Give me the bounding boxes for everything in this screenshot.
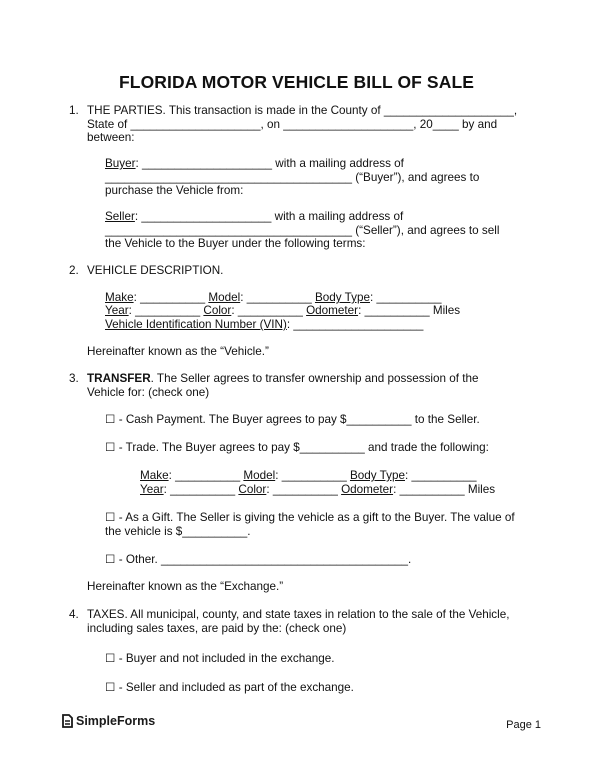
page-number: Page 1 — [506, 719, 541, 731]
vehicle-hereinafter: Hereinafter known as the “Vehicle.” — [87, 345, 269, 358]
vehicle-row-3: Vehicle Identification Number (VIN): ____________________ — [105, 318, 424, 331]
buyer-line-1 — [105, 157, 404, 171]
option-trade[interactable]: ☐ - Trade. The Buyer agrees to pay $__________ and trade the following: — [105, 441, 489, 454]
taxes-line-1: TAXES. All municipal, county, and state taxes in relation to the sale of the Vehicle, — [87, 608, 510, 621]
parties-line-2: State of ____________________, on ____________________, 20____ by and — [87, 118, 498, 131]
document-icon — [62, 714, 73, 728]
simpleforms-logo — [62, 714, 155, 728]
buyer-line-3: purchase the Vehicle from: — [105, 184, 244, 197]
section-number: 1. — [69, 104, 79, 117]
seller-label: Seller — [105, 210, 135, 223]
transfer-heading: TRANSFER — [87, 372, 151, 385]
transfer-line-2: Vehicle for: (check one) — [87, 386, 210, 399]
vehicle-row-1: Make: __________ Model: __________ Body Type: __________ — [105, 291, 442, 304]
page-title: FLORIDA MOTOR VEHICLE BILL OF SALE — [118, 72, 475, 92]
taxes-line-2: including sales taxes, are paid by the: (check one) — [87, 622, 347, 635]
buyer-line-2: ______________________________________ (“Buyer”), and agrees to — [105, 171, 480, 184]
trade-row-1: Make: __________ Model: __________ Body Type: __________ — [140, 469, 477, 482]
parties-line-3: between: — [87, 131, 135, 144]
vehicle-description-heading: VEHICLE DESCRIPTION. — [87, 264, 224, 277]
option-buyer-taxes[interactable]: ☐ - Buyer and not included in the exchange. — [105, 652, 335, 665]
option-gift-line-2: the vehicle is $__________. — [105, 525, 251, 538]
seller-line-3: the Vehicle to the Buyer under the following terms: — [105, 237, 366, 250]
seller-line-1 — [105, 210, 403, 224]
option-other[interactable]: ☐ - Other. ______________________________________. — [105, 553, 412, 566]
trade-row-2: Year: __________ Color: __________ Odometer: __________ Miles — [140, 483, 496, 496]
option-cash[interactable]: ☐ - Cash Payment. The Buyer agrees to pay $__________ to the Seller. — [105, 413, 480, 426]
section-number: 3. — [69, 372, 79, 385]
seller-line-1-text: : ____________________ with a mailing address of — [134, 210, 404, 223]
buyer-label: Buyer — [105, 157, 136, 170]
buyer-line-1-text: : ____________________ with a mailing address of — [135, 157, 404, 170]
seller-line-2: ______________________________________ (“Seller”), and agrees to sell — [105, 224, 500, 237]
exchange-hereinafter: Hereinafter known as the “Exchange.” — [87, 580, 284, 593]
option-seller-taxes[interactable]: ☐ - Seller and included as part of the exchange. — [105, 681, 354, 694]
parties-line-1: THE PARTIES. This transaction is made in the County of ____________________, — [87, 104, 518, 117]
section-number: 2. — [69, 264, 79, 277]
transfer-line-1: TRANSFER. The Seller agrees to transfer ownership and possession of the — [87, 372, 479, 385]
logo-text: SimpleForms — [76, 714, 156, 728]
option-gift[interactable]: ☐ - As a Gift. The Seller is giving the vehicle as a gift to the Buyer. The value of — [105, 511, 515, 524]
vehicle-row-2: Year: __________ Color: __________ Odometer: __________ Miles — [105, 304, 461, 317]
section-number: 4. — [69, 608, 79, 621]
